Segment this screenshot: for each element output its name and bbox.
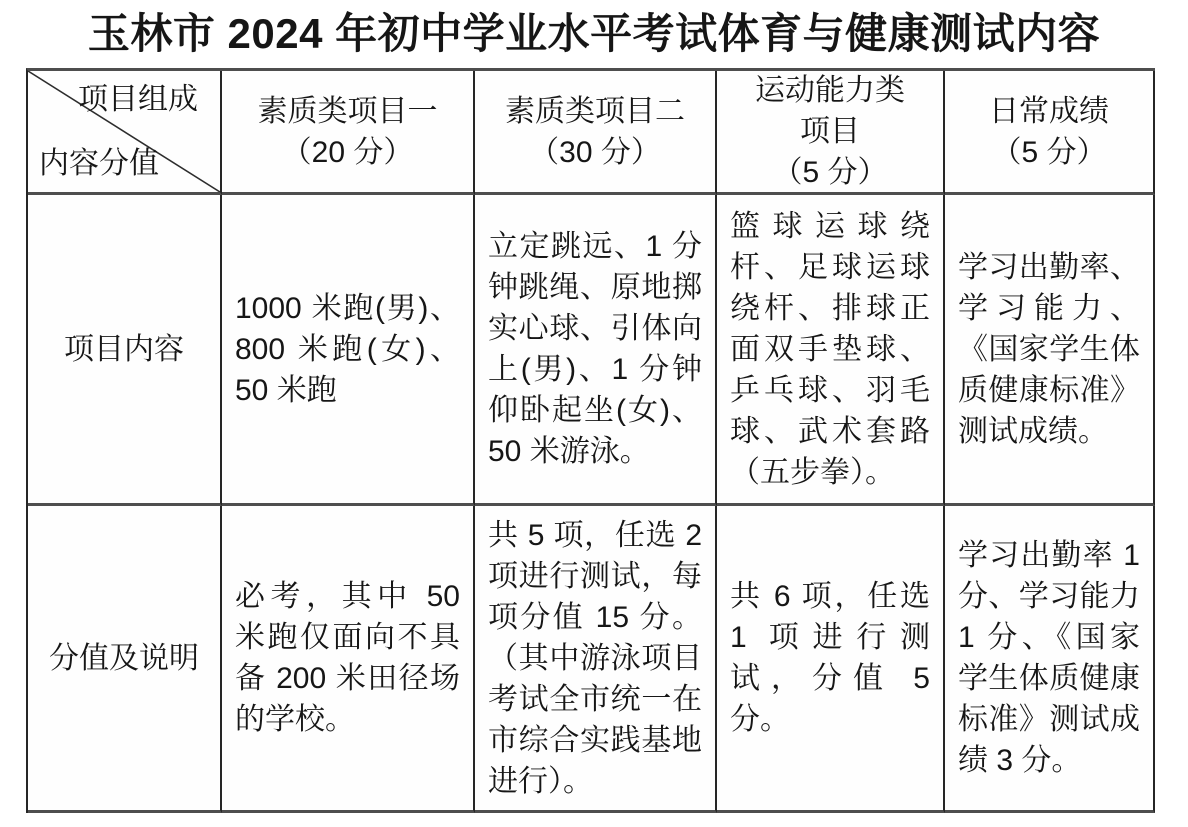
column-header-daily-score — [945, 71, 1155, 195]
exam-table — [26, 68, 1155, 813]
column-header-line: 素质类项目一 — [257, 94, 438, 128]
column-header-score: （5 分） — [772, 156, 888, 189]
page-title: 玉林市 2024 年初中学业水平考试体育与健康测试内容 — [87, 10, 1101, 57]
column-header-quality-2 — [475, 71, 717, 195]
row-label-score-notes: 分值及说明 — [28, 506, 222, 813]
column-header-line: 运动能力类 — [755, 74, 905, 107]
column-header-line: 项目 — [800, 115, 860, 148]
table-cell-content-sport-ability: 篮球运球绕杆、足球运球绕杆、排球正面双手垫球、乒乓球、羽毛球、武术套路（五步拳）。 — [717, 195, 945, 506]
corner-label-content-score: 内容分值 — [39, 147, 159, 180]
corner-header-cell — [28, 71, 222, 195]
corner-label-project-composition: 项目组成 — [78, 83, 198, 116]
column-header-sport-ability — [717, 71, 945, 195]
table-cell-notes-daily-score: 学习出勤率 1 分、学习能力 1 分、《国家学生体质健康标准》测试成绩 3 分。 — [945, 506, 1155, 813]
row-label-project-content: 项目内容 — [28, 195, 222, 506]
column-header-quality-1 — [222, 71, 475, 195]
column-header-line: 素质类项目二 — [505, 94, 685, 128]
table-cell-notes-quality-2: 共 5 项，任选 2 项进行测试，每项分值 15 分。（其中游泳项目考试全市统一在市综合实践基地进行）。 — [475, 506, 717, 813]
table-cell-notes-quality-1: 必考，其中 50 米跑仅面向不具备 200 米田径场的学校。 — [222, 506, 475, 813]
table-cell-content-quality-1: 1000 米跑(男)、800 米跑(女)、50 米跑 — [222, 195, 475, 506]
column-header-score: （20 分） — [281, 135, 414, 169]
table-cell-notes-sport-ability: 共 6 项，任选 1 项进行测试，分值 5 分。 — [717, 506, 945, 813]
column-header-score: （5 分） — [991, 135, 1107, 169]
table-cell-content-daily-score: 学习出勤率、学习能力、《国家学生体质健康标准》测试成绩。 — [945, 195, 1155, 506]
column-header-line: 日常成绩 — [989, 94, 1109, 128]
table-cell-content-quality-2: 立定跳远、1 分钟跳绳、原地掷实心球、引体向上(男)、1 分钟仰卧起坐(女)、50 米游泳。 — [475, 195, 717, 506]
column-header-score: （30 分） — [529, 135, 661, 169]
